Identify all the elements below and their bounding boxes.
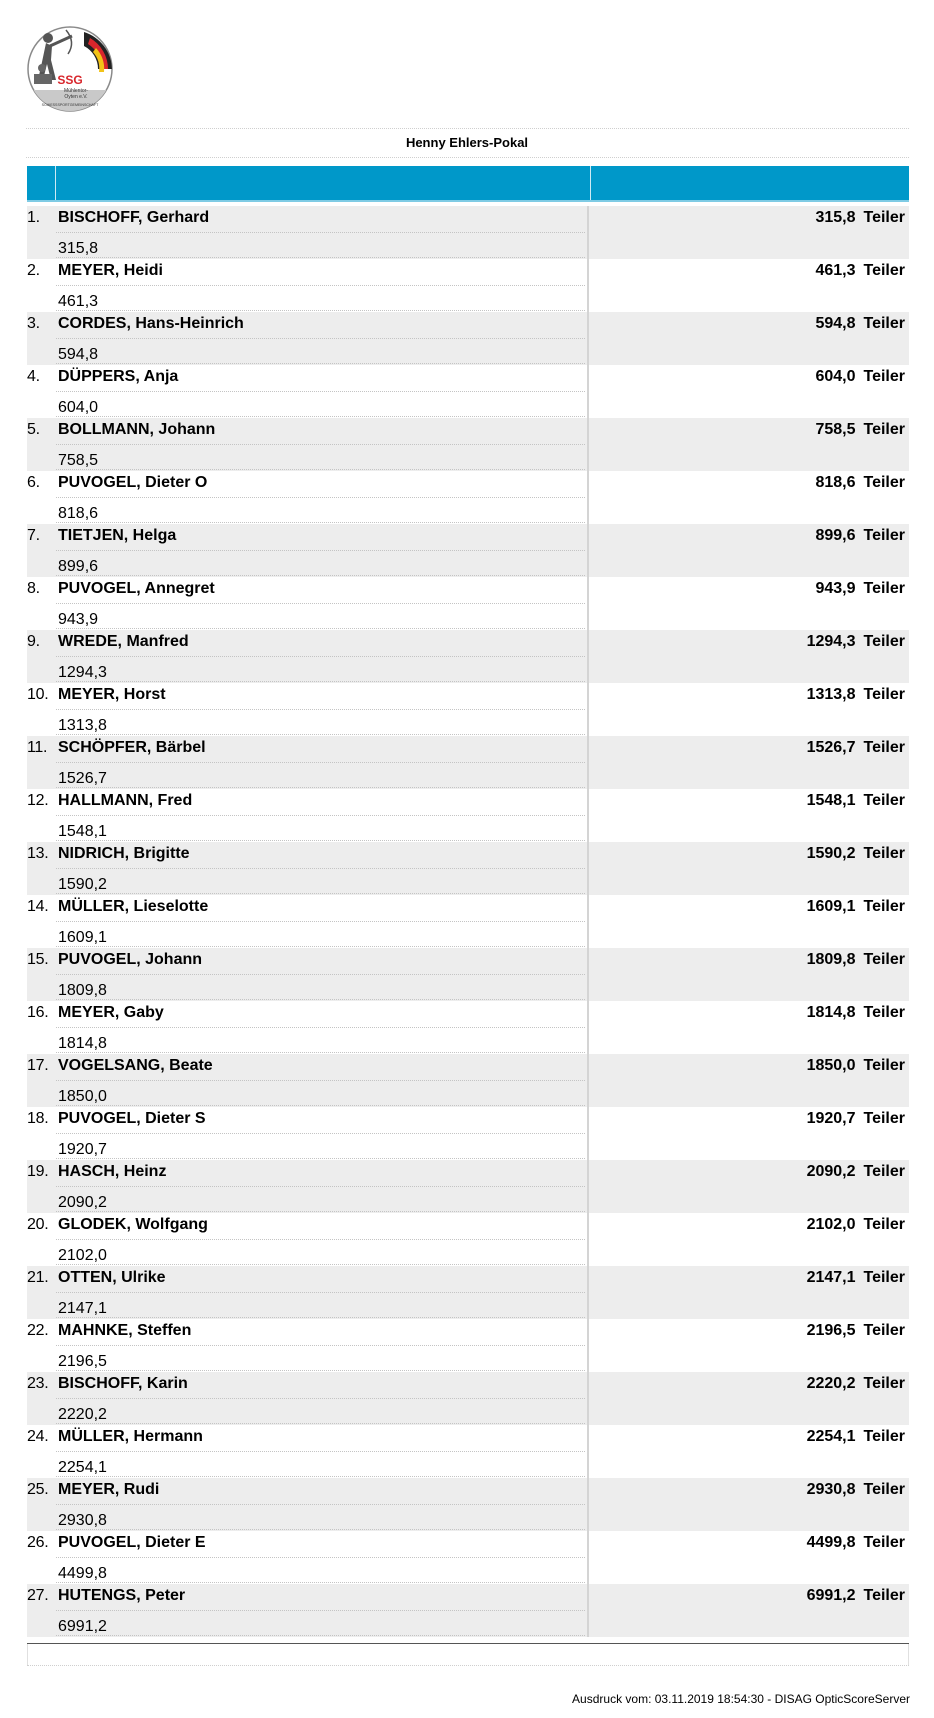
rank-cell: 7. [27,527,40,544]
results-table [27,206,909,1637]
name-cell [56,1054,589,1107]
score-unit: Teiler [863,1375,905,1392]
table-row [27,1160,909,1213]
row-dotted-divider-bottom [56,575,585,576]
score-cell [589,895,909,948]
score-cell [589,471,909,524]
shot-value: 1609,1 [58,929,107,946]
score-value: 2147,1 [806,1269,856,1286]
table-row [27,312,909,365]
shooter-name: WREDE, Manfred [58,633,189,650]
table-row [27,1213,909,1266]
shooter-name: CORDES, Hans-Heinrich [58,315,244,332]
shooter-name: BISCHOFF, Karin [58,1375,188,1392]
shot-value: 594,8 [58,346,99,363]
shot-value: 6991,2 [58,1618,107,1635]
score-value: 758,5 [815,421,856,438]
row-dotted-divider [56,1080,585,1081]
rank-cell: 20. [27,1216,49,1233]
row-dotted-divider-bottom [56,310,585,311]
row-dotted-divider [56,232,585,233]
row-dotted-divider-bottom [56,681,585,682]
shooter-name: PUVOGEL, Annegret [58,580,215,597]
score-value: 1590,2 [806,845,856,862]
table-row [27,1054,909,1107]
top-divider [26,128,909,129]
shooter-name: MÜLLER, Lieselotte [58,898,209,915]
score-value: 1548,1 [806,792,856,809]
table-row [27,1107,909,1160]
rank-cell: 13. [27,845,49,862]
shooter-name: TIETJEN, Helga [58,527,177,544]
club-logo [26,24,114,114]
score-value: 818,6 [815,474,856,491]
name-cell [56,789,589,842]
name-cell [56,630,589,683]
table-row [27,842,909,895]
shot-value: 1850,0 [58,1088,107,1105]
row-dotted-divider [56,868,585,869]
rank-cell: 17. [27,1057,49,1074]
rank-cell: 11. [27,739,48,756]
rank-cell: 18. [27,1110,49,1127]
row-dotted-divider [56,1610,585,1611]
rank-cell: 4. [27,368,40,385]
name-cell [56,577,589,630]
shot-value: 1814,8 [58,1035,107,1052]
row-dotted-divider-bottom [56,893,585,894]
score-cell [589,630,909,683]
row-dotted-divider-bottom [56,1582,585,1583]
shot-value: 758,5 [58,452,99,469]
score-value: 2102,0 [806,1216,856,1233]
score-unit: Teiler [863,368,905,385]
score-cell [589,683,909,736]
score-cell [589,948,909,1001]
table-row [27,630,909,683]
shot-value: 1590,2 [58,876,107,893]
score-unit: Teiler [863,209,905,226]
rank-cell: 1. [27,209,40,226]
shooter-name: MEYER, Heidi [58,262,163,279]
table-row [27,206,909,259]
row-dotted-divider [56,974,585,975]
shot-value: 1313,8 [58,717,107,734]
shot-value: 461,3 [58,293,99,310]
score-cell [589,577,909,630]
name-cell [56,1425,589,1478]
table-row [27,683,909,736]
row-dotted-divider [56,391,585,392]
table-row [27,789,909,842]
rank-cell: 5. [27,421,40,438]
name-cell [56,895,589,948]
rank-cell: 26. [27,1534,49,1551]
row-dotted-divider [56,1239,585,1240]
score-cell [589,1319,909,1372]
score-value: 1920,7 [806,1110,856,1127]
table-header [27,166,909,202]
row-dotted-divider [56,1504,585,1505]
table-row [27,365,909,418]
name-cell [56,365,589,418]
score-cell [589,1054,909,1107]
score-unit: Teiler [863,739,905,756]
row-dotted-divider-bottom [56,1052,585,1053]
score-cell [589,1107,909,1160]
rank-cell: 9. [27,633,40,650]
shot-value: 2930,8 [58,1512,107,1529]
row-dotted-divider-bottom [56,522,585,523]
score-value: 1809,8 [806,951,856,968]
score-cell [589,1531,909,1584]
score-cell [589,1266,909,1319]
score-unit: Teiler [863,1110,905,1127]
header-name-cell [56,166,591,200]
score-cell [589,365,909,418]
rank-cell: 10. [27,686,49,703]
shot-value: 1548,1 [58,823,107,840]
score-unit: Teiler [863,1534,905,1551]
row-dotted-divider [56,1345,585,1346]
score-value: 315,8 [815,209,856,226]
row-dotted-divider [56,656,585,657]
score-value: 2196,5 [806,1322,856,1339]
score-cell [589,1425,909,1478]
table-footer-left-edge [27,1644,28,1665]
rank-cell: 23. [27,1375,49,1392]
shot-value: 604,0 [58,399,99,416]
row-dotted-divider-bottom [56,469,585,470]
row-dotted-divider [56,444,585,445]
score-unit: Teiler [863,421,905,438]
score-cell [589,736,909,789]
table-bottom-border [27,1643,909,1644]
name-cell [56,206,589,259]
score-unit: Teiler [863,580,905,597]
score-unit: Teiler [863,633,905,650]
row-dotted-divider-bottom [56,787,585,788]
shot-value: 1526,7 [58,770,107,787]
table-row [27,948,909,1001]
shooter-name: OTTEN, Ulrike [58,1269,166,1286]
score-unit: Teiler [863,845,905,862]
shot-value: 2090,2 [58,1194,107,1211]
shot-value: 1294,3 [58,664,107,681]
shooter-name: PUVOGEL, Johann [58,951,203,968]
row-dotted-divider [56,815,585,816]
score-value: 6991,2 [806,1587,856,1604]
shot-value: 1809,8 [58,982,107,999]
shooter-name: DÜPPERS, Anja [58,368,179,385]
score-cell [589,418,909,471]
score-unit: Teiler [863,474,905,491]
table-row [27,577,909,630]
score-unit: Teiler [863,792,905,809]
table-row [27,895,909,948]
score-value: 4499,8 [806,1534,856,1551]
score-value: 1526,7 [806,739,856,756]
row-dotted-divider-bottom [56,1529,585,1530]
name-cell [56,418,589,471]
rank-cell: 24. [27,1428,49,1445]
row-dotted-divider [56,1186,585,1187]
name-cell [56,1584,589,1637]
score-cell [589,1001,909,1054]
shot-value: 315,8 [58,240,99,257]
row-dotted-divider-bottom [56,1476,585,1477]
score-value: 2220,2 [806,1375,856,1392]
shooter-name: BOLLMANN, Johann [58,421,216,438]
shooter-name: MAHNKE, Steffen [58,1322,192,1339]
rank-cell: 6. [27,474,40,491]
score-unit: Teiler [863,686,905,703]
rank-cell: 19. [27,1163,49,1180]
row-dotted-divider [56,497,585,498]
rank-cell: 15. [27,951,49,968]
print-footer: Ausdruck vom: 03.11.2019 18:54:30 - DISAG OpticScoreServer [572,1692,910,1706]
score-unit: Teiler [863,1163,905,1180]
score-unit: Teiler [863,527,905,544]
score-value: 461,3 [815,262,856,279]
name-cell [56,1372,589,1425]
footer-divider [27,1665,909,1666]
row-dotted-divider-bottom [56,257,585,258]
score-cell [589,312,909,365]
table-row [27,1584,909,1637]
score-unit: Teiler [863,1481,905,1498]
row-dotted-divider [56,1027,585,1028]
shot-value: 899,6 [58,558,99,575]
score-unit: Teiler [863,262,905,279]
title-divider [26,157,909,158]
logo-text: SSG [57,73,83,87]
score-cell [589,842,909,895]
shooter-name: MÜLLER, Hermann [58,1428,203,1445]
name-cell [56,1213,589,1266]
rank-cell: 14. [27,898,49,915]
table-row [27,524,909,577]
row-dotted-divider [56,1292,585,1293]
shooter-name: BISCHOFF, Gerhard [58,209,210,226]
name-cell [56,736,589,789]
score-value: 1814,8 [806,1004,856,1021]
name-cell [56,524,589,577]
row-dotted-divider [56,338,585,339]
name-cell [56,1107,589,1160]
name-cell [56,259,589,312]
row-dotted-divider [56,1557,585,1558]
shooter-name: MEYER, Rudi [58,1481,160,1498]
score-cell [589,259,909,312]
shooter-name: VOGELSANG, Beate [58,1057,213,1074]
shooter-name: HUTENGS, Peter [58,1587,186,1604]
table-row [27,259,909,312]
row-dotted-divider-bottom [56,1423,585,1424]
score-cell [589,1213,909,1266]
shot-value: 2147,1 [58,1300,107,1317]
name-cell [56,471,589,524]
score-unit: Teiler [863,1269,905,1286]
score-value: 594,8 [815,315,856,332]
score-value: 604,0 [815,368,856,385]
row-dotted-divider-bottom [56,628,585,629]
shooter-name: MEYER, Horst [58,686,166,703]
row-dotted-divider [56,762,585,763]
score-cell [589,206,909,259]
rank-cell: 22. [27,1322,49,1339]
logo-subtitle-2: Oyten e.V. [64,94,88,100]
header-score-cell [591,166,909,200]
row-dotted-divider [56,603,585,604]
row-dotted-divider [56,1451,585,1452]
table-row [27,1001,909,1054]
shot-value: 2254,1 [58,1459,107,1476]
shot-value: 943,9 [58,611,99,628]
shooter-name: SCHÖPFER, Bärbel [58,739,206,756]
shooter-name: GLODEK, Wolfgang [58,1216,208,1233]
name-cell [56,1160,589,1213]
score-unit: Teiler [863,1428,905,1445]
rank-cell: 3. [27,315,40,332]
shot-value: 2220,2 [58,1406,107,1423]
shooter-name: HALLMANN, Fred [58,792,193,809]
score-value: 943,9 [815,580,856,597]
shooter-name: HASCH, Heinz [58,1163,167,1180]
score-unit: Teiler [863,1587,905,1604]
score-unit: Teiler [863,315,905,332]
shot-value: 2196,5 [58,1353,107,1370]
shooter-name: PUVOGEL, Dieter O [58,474,208,491]
score-value: 1850,0 [806,1057,856,1074]
row-dotted-divider [56,1398,585,1399]
shot-value: 4499,8 [58,1565,107,1582]
score-cell [589,789,909,842]
score-unit: Teiler [863,1216,905,1233]
row-dotted-divider [56,550,585,551]
name-cell [56,842,589,895]
name-cell [56,1001,589,1054]
shooter-name: NIDRICH, Brigitte [58,845,190,862]
score-unit: Teiler [863,1322,905,1339]
row-dotted-divider-bottom [56,416,585,417]
score-cell [589,1478,909,1531]
table-row [27,1266,909,1319]
table-row [27,1372,909,1425]
table-row [27,1319,909,1372]
table-row [27,1478,909,1531]
score-value: 1294,3 [806,633,856,650]
score-unit: Teiler [863,1057,905,1074]
logo-ring-text: SCHIESSSPORTGEMEINSCHAFT [41,103,99,107]
score-cell [589,1160,909,1213]
row-dotted-divider [56,921,585,922]
row-dotted-divider-bottom [56,1158,585,1159]
rank-cell: 21. [27,1269,49,1286]
score-value: 2090,2 [806,1163,856,1180]
name-cell [56,312,589,365]
name-cell [56,683,589,736]
score-value: 1609,1 [806,898,856,915]
rank-cell: 8. [27,580,40,597]
row-dotted-divider-bottom [56,1317,585,1318]
logo-subtitle-1: Mühlentor- [64,88,88,94]
header-rank-cell [27,166,56,200]
shot-value: 818,6 [58,505,99,522]
shooter-name: MEYER, Gaby [58,1004,164,1021]
table-row [27,471,909,524]
score-cell [589,524,909,577]
shooter-name: PUVOGEL, Dieter E [58,1534,206,1551]
page-title: Henny Ehlers-Pokal [405,135,529,150]
table-row [27,1531,909,1584]
table-row [27,736,909,789]
row-dotted-divider-bottom [56,946,585,947]
row-dotted-divider [56,709,585,710]
rank-cell: 25. [27,1481,49,1498]
row-dotted-divider [56,285,585,286]
row-dotted-divider-bottom [56,1635,585,1636]
score-unit: Teiler [863,951,905,968]
row-dotted-divider-bottom [56,1264,585,1265]
name-cell [56,948,589,1001]
row-dotted-divider-bottom [56,1105,585,1106]
name-cell [56,1266,589,1319]
shot-value: 2102,0 [58,1247,107,1264]
score-value: 899,6 [815,527,856,544]
rank-cell: 12. [27,792,49,809]
table-row [27,1425,909,1478]
row-dotted-divider-bottom [56,840,585,841]
rank-cell: 16. [27,1004,49,1021]
row-dotted-divider-bottom [56,734,585,735]
row-dotted-divider-bottom [56,1370,585,1371]
table-row [27,418,909,471]
name-cell [56,1531,589,1584]
name-cell [56,1319,589,1372]
score-unit: Teiler [863,1004,905,1021]
score-unit: Teiler [863,898,905,915]
shot-value: 1920,7 [58,1141,107,1158]
score-cell [589,1584,909,1637]
row-dotted-divider-bottom [56,999,585,1000]
shooter-name: PUVOGEL, Dieter S [58,1110,206,1127]
rank-cell: 2. [27,262,40,279]
score-cell [589,1372,909,1425]
name-cell [56,1478,589,1531]
score-value: 2930,8 [806,1481,856,1498]
row-dotted-divider [56,1133,585,1134]
score-value: 1313,8 [806,686,856,703]
row-dotted-divider-bottom [56,363,585,364]
table-footer-right-edge [908,1644,909,1665]
row-dotted-divider-bottom [56,1211,585,1212]
rank-cell: 27. [27,1587,49,1604]
score-value: 2254,1 [806,1428,856,1445]
